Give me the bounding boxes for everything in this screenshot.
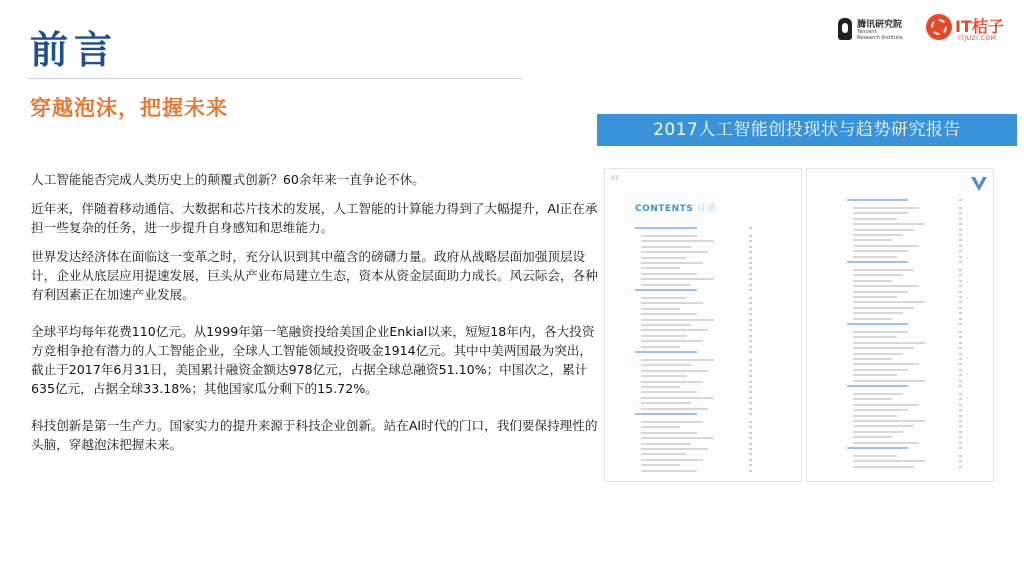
toc-page-number [959,358,962,360]
toc-entry-line [853,307,914,309]
toc-page-number [959,425,962,427]
toc-page-number [959,353,962,355]
toc-entry-line [853,280,892,282]
toc-entry-line [853,291,908,293]
toc-page-number [959,239,962,241]
toc-entry-line [641,426,680,428]
toc-entry-line [641,257,686,259]
toc-page-number [749,381,752,383]
itjuzi-brand: IT桔子 [955,17,1004,36]
toc-page-number [749,370,752,372]
toc-entry-line [853,460,925,462]
toc-page-number [749,329,752,331]
toc-entry-line [853,380,925,382]
toc-entry-line [853,374,897,376]
toc-entry-line [641,437,714,439]
orange-icon [926,14,952,40]
toc-entry-line [641,459,703,461]
toc-page-number [959,466,962,468]
toc-entry-line [853,415,897,417]
toc-page-number [959,398,962,400]
toc-page-number [959,385,962,387]
toc-entry-line [853,455,897,457]
toc-page-number [749,346,752,348]
toc-entry-line [641,421,703,423]
toc-entry-line [853,331,908,333]
toc-page-number [749,351,752,353]
toc-section-line [847,447,908,449]
toc-page-number [959,280,962,282]
toc-page-number [749,324,752,326]
toc-page-number [749,246,752,248]
toc-entry-line [853,369,908,371]
tencent-logo-icon [838,18,852,40]
toc-page-number [959,447,962,449]
toc-page-number [749,421,752,423]
toc-page-number [959,291,962,293]
toc-section-line [847,323,908,325]
toc-page-number [749,319,752,321]
toc-page-number [959,409,962,411]
toc-entry-line [853,256,897,258]
toc-page-number [749,470,752,472]
toc-page-number [959,296,962,298]
toc-entry-line [641,340,703,342]
tencent-research-logo [838,16,920,44]
itjuzi-url: ITJUZI.COM [958,35,997,42]
toc-entry-line [641,470,697,472]
toc-entry-line [853,301,925,303]
toc-page-number [749,397,752,399]
toc-section-line [635,351,697,353]
toc-section-line [847,385,908,387]
toc-page-number [749,235,752,237]
report-chevron-icon [969,173,989,195]
toc-page-number [749,453,752,455]
contents-heading-cn: 目录 [696,204,716,214]
toc-page-number [749,289,752,291]
toc-page-number [959,212,962,214]
toc-page-number [749,426,752,428]
toc-page-number [959,323,962,325]
toc-entry-line [641,386,680,388]
toc-page-number [749,251,752,253]
toc-entry-line [853,318,892,320]
toc-page-number [959,207,962,209]
paragraph-5: 科技创新是第一生产力。国家实力的提升来源于科技企业创新。站在AI时代的门口，我们要保持理性的头脑，穿越泡沫把握未来。 [31,418,598,452]
toc-page-number [749,464,752,466]
toc-page-number [959,420,962,422]
toc-entry-line [641,284,691,286]
toc-page-number [749,302,752,304]
toc-entry-line [853,296,897,298]
toc-entry-line [853,234,903,236]
toc-entry-line [641,408,708,410]
toc-entry-line [853,285,919,287]
toc-page-number [959,199,962,201]
toc-entry-line [641,464,680,466]
toc-entry-line [641,240,714,242]
toc-page-number [749,386,752,388]
toc-page-number [959,269,962,271]
toc-page-number [749,262,752,264]
toc-entry-line [641,432,697,434]
toc-entry-line [853,425,914,427]
toc-page-number [959,336,962,338]
toc-entry-line [641,329,708,331]
toc-section-line [847,261,908,263]
toc-entry-line [853,409,908,411]
toc-page-number [749,375,752,377]
toc-page-number [749,432,752,434]
toc-entry-line [641,251,708,253]
toc-page-number [959,256,962,258]
toc-entry-line [641,453,686,455]
toc-entry-line [641,262,703,264]
toc-entry-line [853,269,914,271]
toc-entry-line [853,223,925,225]
toc-entry-line [641,308,680,310]
toc-page-number [749,391,752,393]
toc-page-number [749,340,752,342]
toc-page-number [959,347,962,349]
report-contents-page-2 [806,168,994,482]
page-subtitle: 穿越泡沫，把握未来 [30,96,228,120]
toc-page-number [959,285,962,287]
toc-page-number [749,359,752,361]
toc-page-number [959,455,962,457]
toc-page-number [749,227,752,229]
paragraph-3: 世界发达经济体在面临这一变革之时，充分认识到其中蕴含的磅礴力量。政府从战略层面加强顶层设计，企业从底层应用提速发展，巨头从产业布局建立生态，资本从资金层面助力成长。风云际会，各种有利因素正在加速产业发展。 [31,249,598,302]
toc-entry-line [641,346,680,348]
contents-heading [635,201,716,214]
toc-page-number [959,404,962,406]
toc-page-number [749,364,752,366]
toc-entry-line [641,359,714,361]
toc-page-number [749,448,752,450]
toc-entry-line [641,302,703,304]
toc-entry-line [641,319,714,321]
title-divider [28,78,522,79]
toc-entry-line [853,466,914,468]
toc-page-number [959,393,962,395]
toc-entry-line [853,404,919,406]
toc-page-number [749,308,752,310]
toc-page-number [959,380,962,382]
toc-page-number [959,312,962,314]
toc-page-number [959,442,962,444]
report-contents-page [604,168,802,482]
toc-page-number [749,297,752,299]
toc-page-number [959,218,962,220]
toc-section-line [635,289,697,291]
toc-entry-line [853,336,897,338]
toc-entry-line [853,420,925,422]
toc-entry-line [853,442,919,444]
itjuzi-logo [926,12,1006,46]
toc-page-number [959,460,962,462]
toc-page-number [959,342,962,344]
toc-page-number [749,437,752,439]
toc-entry-line [641,443,691,445]
toc-entry-line [641,391,697,393]
toc-page-number [749,267,752,269]
toc-section-line [847,199,908,201]
toc-entry-line [641,273,697,275]
toc-page-number [959,274,962,276]
toc-entry-line [853,212,908,214]
toc-page-number [749,240,752,242]
toc-page-number [749,459,752,461]
toc-page-number [959,301,962,303]
toc-page-number [749,413,752,415]
toc-entry-line [641,364,691,366]
report-title-banner: 2017人工智能创投现状与趋势研究报告 [597,114,1017,146]
toc-entry-line [853,245,919,247]
toc-page-number [959,374,962,376]
toc-entry-line [853,398,892,400]
toc-page-number [749,257,752,259]
toc-entry-line [853,342,925,344]
toc-page-number [749,273,752,275]
toc-section-line [635,413,697,415]
toc-entry-line [853,207,919,209]
toc-entry-line [641,278,714,280]
toc-entry-line [853,239,892,241]
toc-page-number [959,415,962,417]
toc-page-number [959,261,962,263]
toc-entry-line [641,448,708,450]
toc-entry-line [853,358,892,360]
toc-entry-line [853,393,903,395]
tencent-logo-sub: Tencent Research Institute [857,29,903,41]
report-page-number: 01 [611,175,619,182]
toc-page-number [749,402,752,404]
toc-entry-line [853,218,897,220]
toc-page-number [959,363,962,365]
toc-entry-line [641,397,714,399]
toc-entry-line [641,313,697,315]
paragraph-1: 人工智能能否完成人类历史上的颠覆式创新？60余年来一直争论不休。 [31,172,425,187]
toc-page-number [959,431,962,433]
toc-page-number [959,229,962,231]
toc-entry-line [641,324,691,326]
toc-page-number [959,250,962,252]
toc-entry-line [641,370,708,372]
toc-page-number [959,436,962,438]
toc-page-number [749,313,752,315]
toc-page-number [749,443,752,445]
toc-page-number [959,331,962,333]
toc-entry-line [641,246,691,248]
contents-heading-en: CONTENTS [635,204,694,214]
toc-page-number [749,408,752,410]
toc-entry-line [853,436,892,438]
toc-entry-line [641,402,691,404]
paragraph-2: 近年来，伴随着移动通信、大数据和芯片技术的发展，人工智能的计算能力得到了大幅提升，AI正在承担一些复杂的任务，进一步提升自身感知和思维能力。 [31,201,598,235]
toc-section-line [635,227,697,229]
toc-entry-line [853,431,903,433]
toc-page-number [959,223,962,225]
toc-entry-line [853,312,903,314]
toc-entry-line [641,381,703,383]
tencent-logo-name: 腾讯研究院 [857,20,903,30]
toc-entry-line [641,335,686,337]
paragraph-4: 全球平均每年花费110亿元。从1999年第一笔融资投给美国企业Enkial以来，短短18年内，各大投资方竞相争抢有潜力的人工智能企业，全球人工智能领域投资吸金1914亿元。其中中美两国最为突出，截止于2017年6月31日，美国累计融资金额达978亿元，占据全球总融资51.10%；中国次之，累计635亿元，占据全球33.18%；其他国家瓜分剩下的15.72%。 [31,324,595,396]
toc-page-number [749,284,752,286]
toc-page-number [749,335,752,337]
toc-entry-line [853,229,914,231]
toc-entry-line [641,375,686,377]
toc-page-number [959,318,962,320]
toc-entry-line [853,353,903,355]
toc-page-number [959,307,962,309]
toc-entry-line [853,363,919,365]
toc-page-number [959,245,962,247]
toc-entry-line [853,250,908,252]
page-title: 前言 [30,28,119,72]
toc-page-number [749,278,752,280]
toc-entry-line [641,297,686,299]
toc-entry-line [641,235,697,237]
toc-page-number [959,369,962,371]
toc-page-number [959,234,962,236]
toc-entry-line [853,347,914,349]
toc-entry-line [853,274,903,276]
toc-entry-line [641,267,680,269]
